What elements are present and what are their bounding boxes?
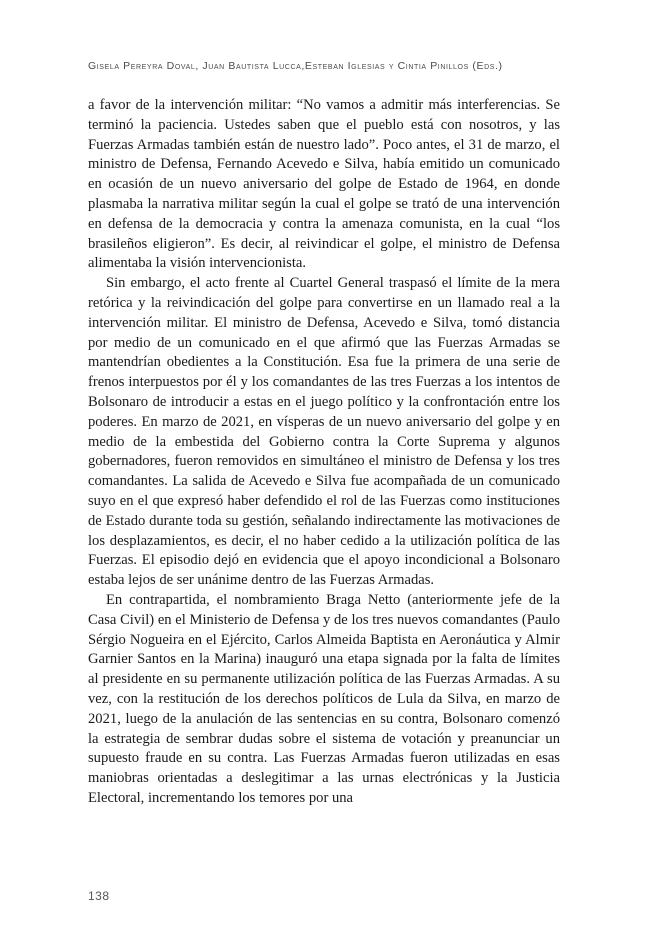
paragraph-2: Sin embargo, el acto frente al Cuartel General traspasó el límite de la mera retórica y la reivindicación del golpe para convertirse en un llamado real a la intervención militar. El ministro de Defensa, Acevedo e Silva, tomó distancia por medio de un comunicado en el que afirmó que las Fuerzas Armadas se mantendrían obedientes a la Constitución. Esa fue la primera de una serie de frenos interpuestos por él y los comandantes de las tres Fuerzas a los intentos de Bolsonaro de introducir a estas en el juego político y la confrontación entre los poderes. En marzo de 2021, en vísperas de un nuevo aniversario del golpe y en medio de la embestida del Gobierno contra la Corte Suprema y algunos gobernadores, fueron removidos en simultáneo el ministro de Defensa y los tres comandantes. La salida de Acevedo e Silva fue acompañada de un comunicado suyo en el que expresó haber defendido el rol de las Fuerzas como instituciones de Estado durante toda su gestión, señalando indirectamente las motivaciones de los desplazamientos, es decir, el no haber cedido a la utilización política de las Fuerzas. El episodio dejó en evidencia que el apoyo incondicional a Bolsonaro estaba lejos de ser unánime dentro de las Fuerzas Armadas. (88, 275, 560, 589)
page-number: 138 (88, 889, 110, 903)
running-header: Gisela Pereyra Doval, Juan Bautista Lucca,Esteban Iglesias y Cintia Pinillos (Eds.) (88, 60, 503, 72)
paragraph-3: En contrapartida, el nombramiento Braga Netto (anteriormente jefe de la Casa Civil) en el Ministerio de Defensa y de los tres nuevos comandantes (Paulo Sérgio Nogueira en el Ejército, Carlos Almeida Baptista en Aeronáutica y Almir Garnier Santos en la Marina) inauguró una etapa signada por la falta de límites al presidente en su permanente utilización política de las Fuerzas Armadas. A su vez, con la restitución de los derechos políticos de Lula da Silva, en marzo de 2021, luego de la anulación de las sentencias en su contra, Bolsonaro comenzó la estrategia de sembrar dudas sobre el sistema de votación y preanunciar un supuesto fraude en su contra. Las Fuerzas Armadas fueron utilizadas en esas maniobras orientadas a deslegitimar a las urnas electrónicas y la Justicia Electoral, incrementando los temores por una (88, 591, 560, 806)
paragraph-1: a favor de la intervención militar: “No vamos a admitir más interferencias. Se terminó la paciencia. Ustedes saben que el pueblo está con nosotros, y las Fuerzas Armadas también están de nuestro lado”. Poco antes, el 31 de marzo, el ministro de Defensa, Fernando Acevedo e Silva, había emitido un comunicado en ocasión de un nuevo aniversario del golpe de Estado de 1964, en donde plasmaba la narrativa militar según la cual el golpe se trató de una intervención en defensa de la democracia y contra la amenaza comunista, en la cual “los brasileños eligieron”. Es decir, al reivindicar el golpe, el ministro de Defensa alimentaba la visión intervencionista. (88, 97, 560, 272)
body-text (88, 96, 560, 809)
